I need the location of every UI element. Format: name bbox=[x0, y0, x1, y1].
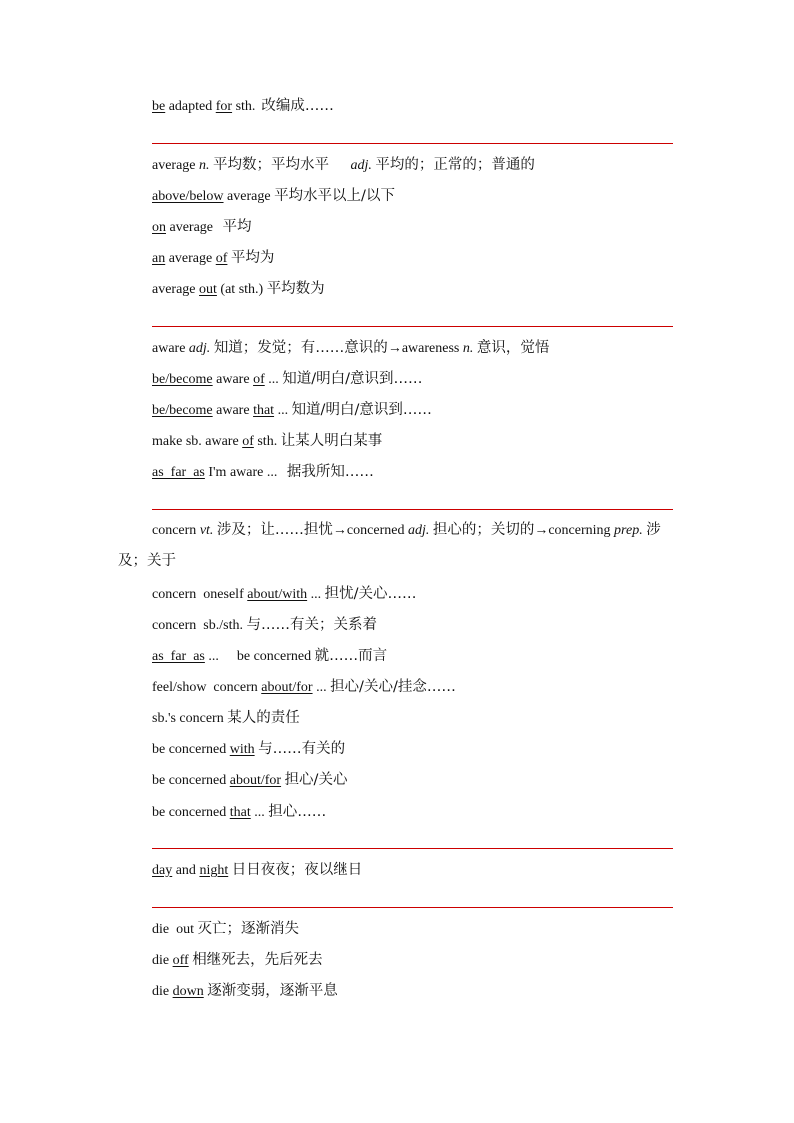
word: die bbox=[152, 984, 170, 999]
translation: 担忧/关心…… bbox=[324, 586, 417, 602]
underlined-word: for bbox=[215, 99, 233, 114]
translation: 知道；发觉；有……意识的 bbox=[213, 340, 388, 356]
translation: 逐渐变弱，逐渐平息 bbox=[207, 983, 338, 999]
word: average bbox=[166, 220, 214, 235]
headword: aware bbox=[152, 341, 186, 356]
word: die out bbox=[152, 922, 194, 937]
translation: 担心的；关切的 bbox=[432, 522, 535, 538]
word: adapted bbox=[165, 99, 216, 114]
phrase-line bbox=[152, 431, 684, 452]
translation: 相继死去，先后死去 bbox=[192, 952, 323, 968]
word: concern sb./sth. bbox=[152, 618, 243, 633]
part-of-speech: adj. bbox=[407, 523, 430, 538]
underlined-word: about/for bbox=[261, 680, 313, 695]
section-divider bbox=[152, 848, 673, 849]
phrase-line bbox=[152, 802, 684, 823]
word: feel/show concern bbox=[152, 680, 258, 695]
part-of-speech: n. bbox=[462, 341, 474, 356]
word: ... bbox=[204, 649, 219, 664]
word: aware bbox=[212, 372, 254, 387]
translation: 就……而言 bbox=[314, 648, 388, 664]
section-divider bbox=[152, 907, 673, 908]
part-of-speech: n. bbox=[199, 158, 210, 173]
headword: average bbox=[152, 158, 196, 173]
underlined-word: be/become bbox=[152, 403, 213, 418]
translation: 据我所知…… bbox=[286, 464, 374, 480]
translation: 平均的；正常的；普通的 bbox=[375, 157, 535, 173]
translation: 平均 bbox=[222, 219, 252, 235]
translation: 某人的责任 bbox=[227, 710, 300, 726]
translation: 平均水平以上/以下 bbox=[274, 188, 395, 204]
translation: 知道/明白/意识到…… bbox=[291, 402, 432, 418]
phrase-line bbox=[152, 677, 684, 698]
translation: 改编成…… bbox=[261, 98, 334, 114]
underlined-word: an bbox=[152, 251, 166, 266]
section-divider bbox=[152, 143, 673, 144]
derived-word: →concerned bbox=[332, 523, 405, 538]
phrase-line bbox=[152, 400, 684, 421]
headword: concern bbox=[152, 523, 197, 538]
entry-concern-head bbox=[118, 515, 674, 577]
translation: 知道/明白/意识到…… bbox=[282, 371, 423, 387]
word: sb.'s concern bbox=[152, 711, 224, 726]
phrase-line bbox=[152, 615, 684, 636]
translation: 平均数为 bbox=[266, 281, 325, 297]
phrase-line bbox=[152, 919, 684, 940]
word: be concerned bbox=[236, 649, 312, 664]
phrase-line bbox=[152, 186, 684, 207]
translation: 意识，觉悟 bbox=[476, 340, 550, 356]
part-of-speech: prep. bbox=[614, 523, 643, 538]
underlined-word: that bbox=[229, 805, 251, 820]
translation: 与……有关的 bbox=[258, 741, 346, 757]
word: die bbox=[152, 953, 170, 968]
part-of-speech: adj. bbox=[350, 158, 372, 173]
word: be concerned bbox=[152, 773, 227, 788]
underlined-word: about/for bbox=[229, 773, 282, 788]
phrase-line bbox=[152, 646, 684, 667]
phrase-line bbox=[152, 981, 684, 1002]
word: average bbox=[152, 282, 196, 297]
underlined-word: of bbox=[215, 251, 228, 266]
underlined-word: off bbox=[172, 953, 189, 968]
translation: 涉及；关于 bbox=[118, 522, 661, 569]
section-divider bbox=[152, 326, 673, 327]
part-of-speech: vt. bbox=[199, 523, 214, 538]
word: I'm aware ... bbox=[204, 465, 278, 480]
underlined-word: day bbox=[152, 863, 173, 878]
entry-average-head bbox=[152, 155, 684, 176]
underlined-word: as far as bbox=[152, 465, 205, 480]
underlined-word: with bbox=[229, 742, 255, 757]
translation: 平均数；平均水平 bbox=[213, 157, 330, 173]
phrase-line bbox=[152, 708, 684, 729]
entry-adapted-for bbox=[152, 96, 684, 117]
translation: 涉及；让……担忧 bbox=[216, 522, 333, 538]
word: ... bbox=[312, 680, 327, 695]
derived-word: →concerning bbox=[534, 523, 611, 538]
translation: 让某人明白某事 bbox=[280, 433, 383, 449]
underlined-word: as far as bbox=[152, 649, 205, 664]
word: be concerned bbox=[152, 742, 227, 757]
translation: 与……有关；关系着 bbox=[246, 617, 377, 633]
phrase-line bbox=[152, 279, 684, 300]
phrase-line bbox=[152, 217, 684, 238]
phrase-line bbox=[152, 462, 684, 483]
phrase-line bbox=[152, 739, 684, 760]
word: sth. bbox=[253, 434, 278, 449]
word: aware bbox=[212, 403, 254, 418]
phrase-line bbox=[152, 584, 684, 605]
translation: 担心/关心/挂念…… bbox=[330, 679, 456, 695]
word: sth. bbox=[232, 99, 256, 114]
underlined-word: about/with bbox=[247, 587, 308, 602]
entry-aware-head bbox=[152, 338, 684, 359]
translation: 担心/关心 bbox=[284, 772, 348, 788]
section-divider bbox=[152, 509, 673, 510]
underlined-word: down bbox=[172, 984, 204, 999]
word: ... bbox=[274, 403, 289, 418]
phrase-line bbox=[152, 248, 684, 269]
translation: 灭亡；逐渐消失 bbox=[197, 921, 299, 937]
word: make sb. aware bbox=[152, 434, 243, 449]
underlined-word: of bbox=[242, 434, 254, 449]
underlined-word: on bbox=[152, 220, 166, 235]
word: concern oneself bbox=[152, 587, 244, 602]
underlined-word: be/become bbox=[152, 372, 213, 387]
part-of-speech: adj. bbox=[188, 341, 211, 356]
word: ... bbox=[250, 805, 265, 820]
translation: 担心…… bbox=[268, 804, 327, 820]
word: average bbox=[227, 189, 271, 204]
underlined-word: out bbox=[199, 282, 217, 297]
word: (at sth.) bbox=[216, 282, 264, 297]
underlined-word: that bbox=[253, 403, 275, 418]
translation: 日日夜夜；夜以继日 bbox=[231, 862, 363, 878]
word: be concerned bbox=[152, 805, 227, 820]
word: average bbox=[165, 251, 216, 266]
underlined-word: of bbox=[253, 372, 265, 387]
word: ... bbox=[307, 587, 322, 602]
phrase-line bbox=[152, 950, 684, 971]
translation: 平均为 bbox=[230, 250, 275, 266]
word: and bbox=[172, 863, 200, 878]
word: ... bbox=[264, 372, 279, 387]
phrase-line bbox=[152, 770, 684, 791]
derived-word: →awareness bbox=[387, 341, 460, 356]
underlined-word: above/below bbox=[152, 189, 224, 204]
underlined-word: night bbox=[199, 863, 229, 878]
underlined-word: be bbox=[152, 99, 166, 114]
entry-day-and-night bbox=[152, 860, 684, 881]
phrase-line bbox=[152, 369, 684, 390]
